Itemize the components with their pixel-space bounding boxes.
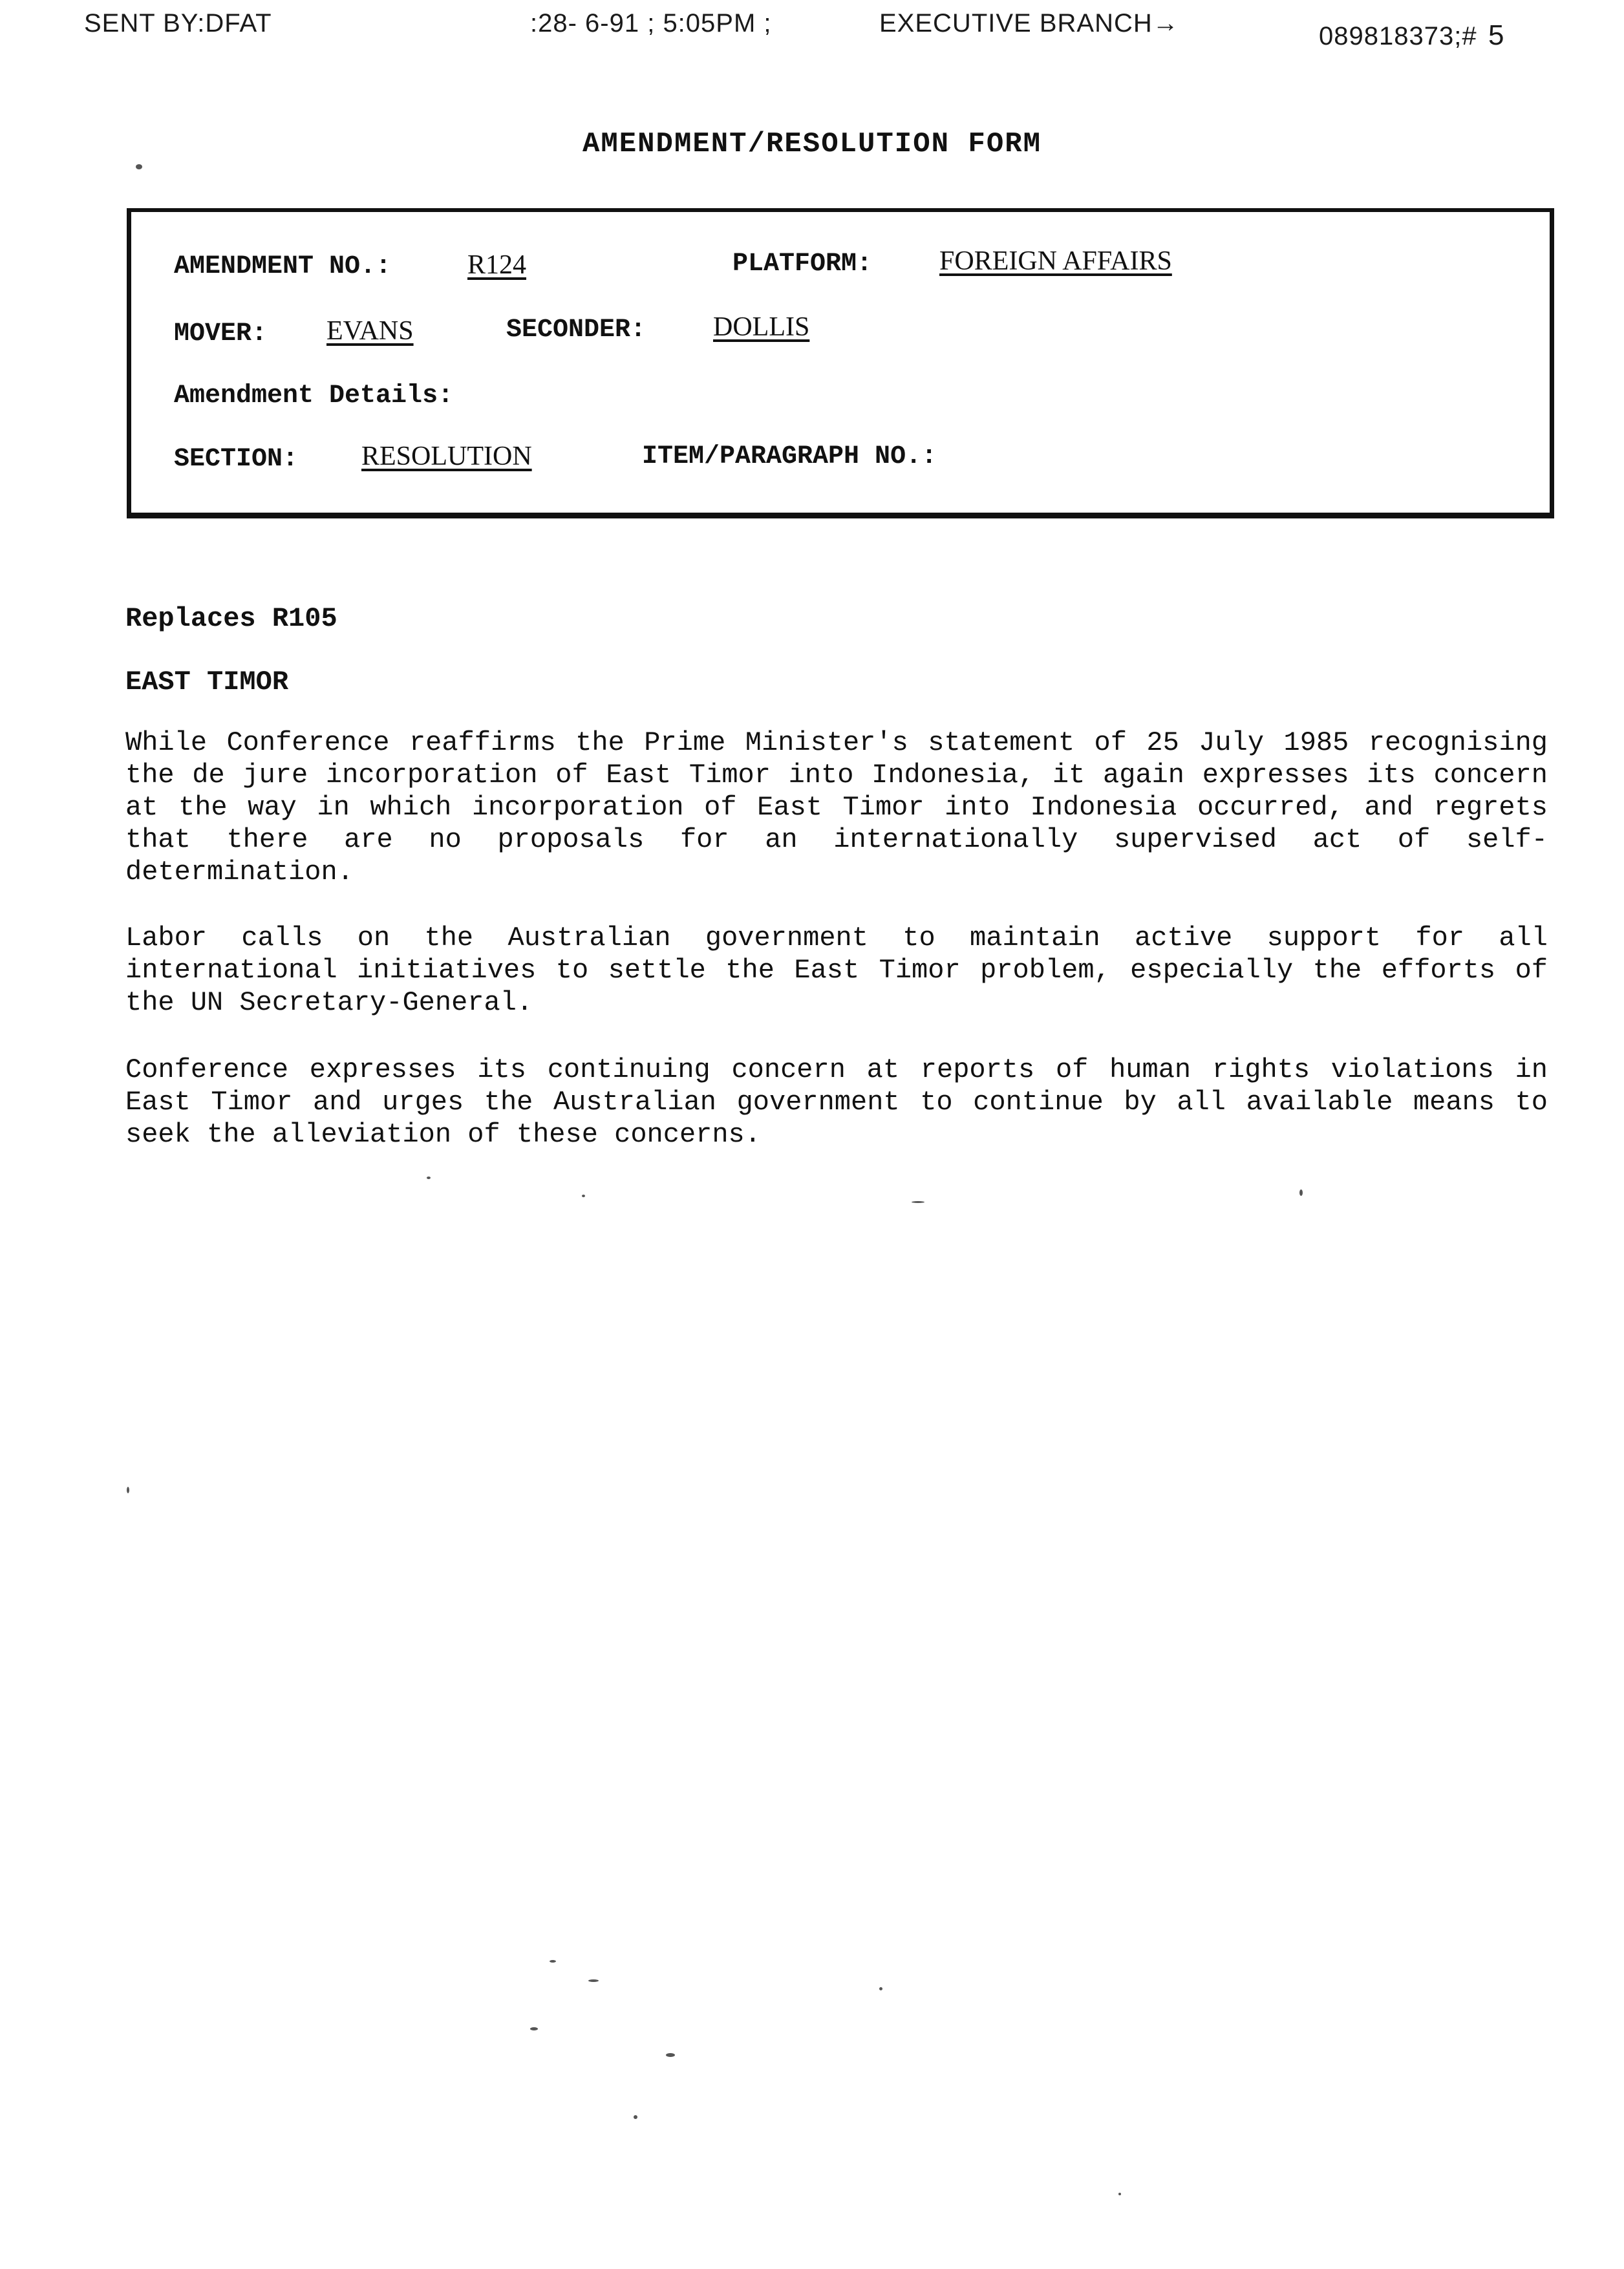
amendment-details-box xyxy=(127,208,1554,518)
scan-speck xyxy=(582,1195,585,1197)
platform-value: FOREIGN AFFAIRS xyxy=(939,246,1172,276)
resolution-paragraph: Labor calls on the Australian government to maintain active support for all international initiatives to settle the East Timor problem, especially the efforts of the UN Secretary-General. xyxy=(125,922,1548,1018)
amendment-no-label: AMENDMENT NO.: xyxy=(174,252,392,281)
scan-speck xyxy=(1299,1189,1303,1196)
fax-sent-by: SENT BY:DFAT xyxy=(84,9,272,37)
scan-speck xyxy=(666,2053,675,2057)
resolution-paragraph: Conference expresses its continuing concern at reports of human rights violations in East Timor and urges the Australian government to continue by all available means to seek the alleviation of these concerns. xyxy=(125,1054,1548,1150)
platform-label: PLATFORM: xyxy=(732,250,873,279)
fax-page-number: 5 xyxy=(1488,19,1505,51)
replaces-note: Replaces R105 xyxy=(125,603,337,634)
scan-speck xyxy=(530,2027,538,2030)
fax-datetime: :28- 6-91 ; 5:05PM ; xyxy=(530,9,772,37)
section-value: RESOLUTION xyxy=(361,442,532,471)
scan-speck xyxy=(879,1987,882,1990)
scan-speck xyxy=(136,164,142,169)
amendment-details-label: Amendment Details: xyxy=(174,381,454,410)
amendment-no-value: R124 xyxy=(467,250,527,280)
fax-branch: EXECUTIVE BRANCH→ xyxy=(879,9,1179,37)
seconder-label: SECONDER: xyxy=(506,315,646,345)
scan-speck xyxy=(127,1487,129,1493)
resolution-paragraph: While Conference reaffirms the Prime Minister's statement of 25 July 1985 recognising the de jure incorporation of East Timor into Indonesia, it again expresses its concern at the way in which incorporation of East Timor into Indonesia occurred, and regrets that there are no proposals for an internationally supervised act of self-determination. xyxy=(125,727,1548,888)
resolution-heading: EAST TIMOR xyxy=(125,666,289,698)
fax-number: 089818373;# xyxy=(1319,22,1477,50)
scan-speck xyxy=(550,1960,556,1963)
scan-speck xyxy=(634,2115,637,2119)
mover-value: EVANS xyxy=(326,316,414,346)
scan-speck xyxy=(588,1979,599,1982)
fax-transmission-header xyxy=(0,0,1624,58)
seconder-value: DOLLIS xyxy=(713,312,810,342)
scan-speck xyxy=(427,1177,431,1179)
section-label: SECTION: xyxy=(174,445,299,474)
scan-speck xyxy=(1118,2193,1121,2195)
item-paragraph-label: ITEM/PARAGRAPH NO.: xyxy=(642,442,937,471)
form-title: AMENDMENT/RESOLUTION FORM xyxy=(582,128,1042,160)
mover-label: MOVER: xyxy=(174,319,268,348)
scan-speck xyxy=(912,1201,924,1203)
